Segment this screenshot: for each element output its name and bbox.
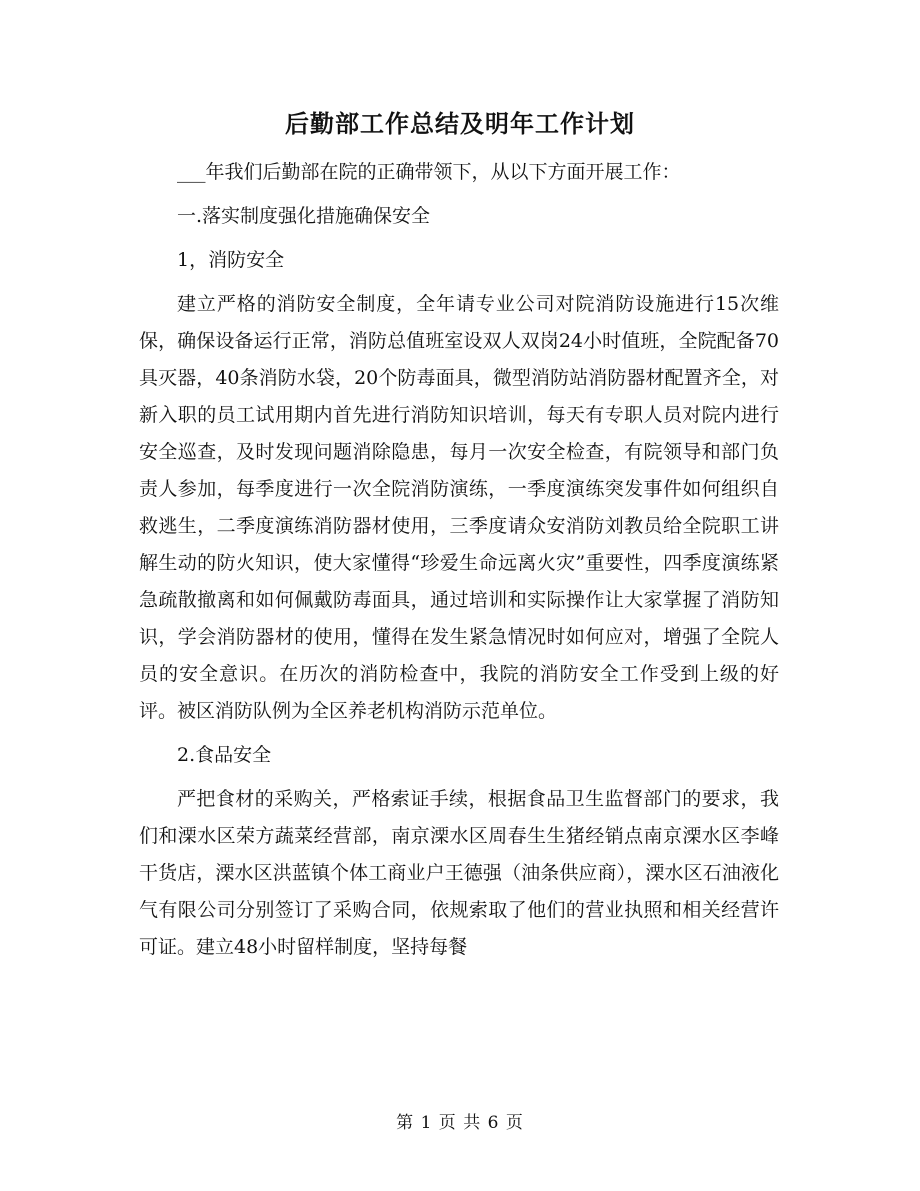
subsection-heading: 2.食品安全 xyxy=(177,744,272,766)
document-title: 后勤部工作总结及明年工作计划 xyxy=(285,109,635,138)
subsection-heading: 1，消防安全 xyxy=(177,249,285,271)
intro-paragraph: ___年我们后勤部在院的正确带领下，从以下方面开展工作： xyxy=(177,161,681,183)
section-heading: 一.落实制度强化措施确保安全 xyxy=(177,205,431,227)
document-body xyxy=(139,154,779,966)
page-number-footer: 第 1 页 共 6 页 xyxy=(396,1113,524,1133)
body-paragraph: 建立严格的消防安全制度，全年请专业公司对院消防设施进行15次维保，确保设备运行正常，消防总值班室设双人双岗24小时值班，全院配备70具灭器，40条消防水袋，20个防毒面具，微型消防站消防器材配置齐全，对新入职的员工试用期内首先进行消防知识培训，每天有专职人员对院内进行安全巡查，及时发现问题消除隐患，每月一次安全检查，有院领导和部门负责人参加，每季度进行一次全院消防演练，一季度演练突发事件如何组织自救逃生，二季度演练消防器材使用，三季度请众安消防刘教员给全院职工讲解生动的防火知识，使大家懂得“珍爱生命远离火灾”重要性，四季度演练紧急疏散撤离和如何佩戴防毒面具，通过培训和实际操作让大家掌握了消防知识，学会消防器材的使用，懂得在发生紧急情况时如何应对，增强了全院人员的安全意识。在历次的消防检查中，我院的消防安全工作受到上级的好评。被区消防队例为全区养老机构消防示范单位。 xyxy=(139,293,779,722)
body-paragraph: 严把食材的采购关，严格索证手续，根据食品卫生监督部门的要求，我们和溧水区荣方蔬菜经营部，南京溧水区周春生生猪经销点南京溧水区李峰干货店，溧水区洪蓝镇个体工商业户王德强（油条供应商），溧水区石油液化气有限公司分别签订了采购合同，依规索取了他们的营业执照和相关经营许可证。建立48小时留样制度，坚持每餐 xyxy=(139,788,779,958)
